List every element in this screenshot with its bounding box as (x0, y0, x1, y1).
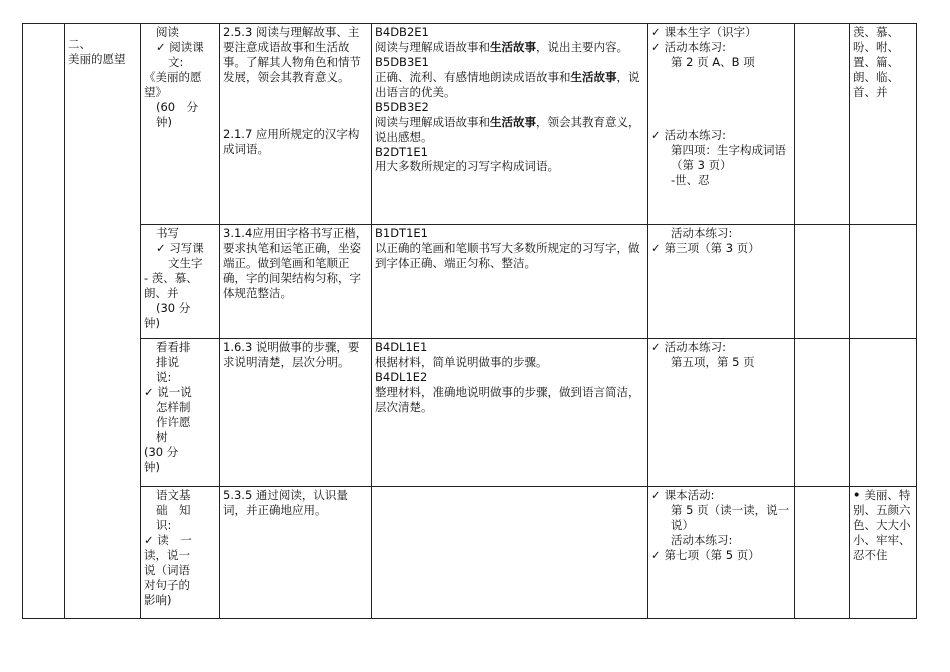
activity-item: ✓ 活动本练习: (651, 40, 791, 55)
activity-item: ✓ 活动本练习: (651, 128, 791, 143)
standard-code: 2.5.3 (223, 25, 253, 39)
skill-line: 看看排 (156, 340, 191, 354)
skill-line: ✓ 阅读课 (156, 39, 204, 54)
skill-line: ✓ 习写课 (156, 240, 204, 255)
activity-item: 第五项，第 5 页 (671, 354, 755, 369)
vocab-list: 羡、慕、吩、咐、置、篇、朗、临、首、并 (853, 25, 899, 99)
activity-item: ✓ 课本活动: (651, 488, 791, 503)
outcome-code: B5DB3E2 (375, 99, 429, 114)
notes-cell (795, 24, 850, 225)
outcome-text-part: ，说出语言的优美。 (375, 69, 640, 99)
skill-line: 文生字 (168, 255, 203, 270)
outcome-text-part: ，说出主要内容。 (536, 39, 628, 54)
notes-cell (795, 339, 850, 487)
table-row (23, 487, 917, 619)
standard-text: 说明做事的步骤，要求说明清楚，层次分明。 (223, 340, 360, 369)
outcome-code: B2DT1E1 (375, 144, 428, 159)
skill-line: 排说 (156, 354, 179, 369)
notes-cell (795, 487, 850, 619)
standard-item (223, 25, 368, 85)
standards-cell (220, 225, 372, 339)
outcome-text (375, 70, 644, 100)
outcome-text: 以正确的笔画和笔顺书写大多数所规定的习写字，做到字体正确、端正匀称、整洁。 (375, 240, 640, 270)
skill-line: 《美丽的愿 (144, 69, 202, 84)
outcome-text-part: ，领会其教育意义，说出感想。 (375, 114, 640, 144)
vocab-cell (850, 487, 917, 619)
activity-item: 第 2 页 A、B 项 (671, 54, 755, 69)
outcome-code: B1DT1E1 (375, 226, 428, 240)
notes-cell (795, 225, 850, 339)
standard-text: 阅读与理解故事、主要注意成语故事和生活故事。了解其人物角色和情节发展，领会其教育意义。 (223, 25, 361, 84)
activities-cell (648, 339, 795, 487)
vocab-cell (850, 24, 917, 225)
week-cell (23, 24, 65, 619)
outcome-text: 整理材料，准确地说明做事的步骤，做到语言简洁，层次清楚。 (375, 384, 640, 414)
skill-line: (30 分 (156, 300, 191, 315)
activity-item: ✓ 第三项（第 3 页） (651, 241, 791, 256)
standard-item (223, 127, 368, 157)
activity-item: 第四项：生字构成词语（第 3 页） (671, 142, 786, 172)
skill-cell (141, 225, 220, 339)
standard-item (223, 340, 368, 370)
standard-code: 2.1.7 (223, 126, 253, 141)
skill-line: ✓ 说一说 (144, 384, 192, 399)
standard-text: 通过阅读，认识量 词，并正确地应用。 (223, 488, 360, 517)
skill-line: 影响) (144, 592, 172, 607)
outcome-text-part: 阅读与理解成语故事和 (375, 114, 490, 129)
outcomes-cell (372, 225, 648, 339)
skill-line: 对句子的 (144, 577, 190, 592)
outcome-code: B4DL1E2 (375, 369, 428, 384)
activity-item: 活动本练习: (671, 532, 733, 547)
skill-line: (30 分 (144, 444, 179, 459)
skill-line: 阅读 (156, 25, 179, 39)
activity-item: 活动本练习: (671, 226, 733, 240)
standard-text: 应用田字格书写正楷，要求执笔和运笔正确，坐姿端正。做到笔画和笔顺正确，字的间架结构匀称，字体规范整洁。 (223, 226, 368, 300)
outcomes-cell (372, 487, 648, 619)
skill-line: 识: (156, 517, 172, 532)
skill-line: 钟) (156, 114, 172, 129)
table-row (23, 24, 917, 225)
vocab-cell (850, 225, 917, 339)
outcome-text: 用大多数所规定的习写字构成词语。 (375, 159, 559, 174)
skill-line: ✓ 读 一 (144, 532, 192, 547)
skill-cell (141, 487, 220, 619)
table-row (23, 339, 917, 487)
activity-item: ✓ 活动本练习: (651, 340, 791, 355)
skill-line: 说: (156, 369, 172, 384)
standard-item (223, 226, 368, 301)
skill-line: 钟) (144, 459, 160, 474)
skill-line: 钟) (144, 315, 160, 330)
activity-item: -世、忍 (671, 172, 710, 187)
unit-number: 二、 (68, 37, 91, 51)
standard-text: 应用所规定的汉字构成词语。 (223, 126, 360, 156)
outcomes-cell (372, 339, 648, 487)
outcome-text-bold: 生活故事 (570, 69, 617, 84)
unit-cell (65, 24, 141, 619)
standards-cell (220, 487, 372, 619)
skill-line: 朗、并 (144, 285, 179, 300)
outcome-code: B5DB3E1 (375, 54, 429, 69)
outcome-code: B4DL1E1 (375, 340, 428, 354)
outcome-text-part: 阅读与理解成语故事和 (375, 39, 490, 54)
outcome-text-bold: 生活故事 (490, 39, 536, 54)
outcomes-cell (372, 24, 648, 225)
skill-line: 书写 (156, 226, 179, 240)
activity-item: ✓ 第七项（第 5 页） (651, 548, 791, 563)
outcome-text-part: 正确、流利、有感情地朗读成语故事和 (375, 69, 571, 84)
skill-line: 望》 (144, 84, 167, 99)
standards-cell (220, 339, 372, 487)
outcome-text (375, 115, 644, 145)
activity-item: ✓ 课本生字（识字） (651, 25, 791, 40)
standard-code: 1.6.3 (223, 340, 253, 354)
skill-line: (60 分 (156, 99, 199, 114)
skill-line: 说（词语 (144, 562, 190, 577)
skill-line: 读，说一 (144, 547, 190, 562)
skill-line: 文: (168, 54, 184, 69)
standard-code: 5.3.5 (223, 488, 253, 502)
activities-cell (648, 225, 795, 339)
activity-item: 第 5 页（读一读，说一说） (671, 502, 790, 532)
outcome-text: 根据材料，简单说明做事的步骤。 (375, 354, 548, 369)
skill-line: 础 知 (156, 502, 191, 517)
activities-cell (648, 24, 795, 225)
outcome-code: B4DB2E1 (375, 25, 429, 39)
vocab-list: • 美丽、特别、五颜六色、大大小小、牢牢、忍不住 (853, 488, 913, 563)
outcome-text (375, 40, 644, 55)
skill-line: 怎样制 (156, 399, 191, 414)
skill-line: - 羡、慕、 (144, 270, 198, 285)
standard-item (223, 488, 368, 518)
skill-line: 语文基 (156, 488, 191, 502)
standard-code: 3.1.4 (223, 226, 253, 240)
lesson-plan-table (22, 23, 917, 619)
vocab-cell (850, 339, 917, 487)
standards-cell (220, 24, 372, 225)
unit-title: 美丽的愿望 (68, 51, 126, 66)
skill-cell (141, 339, 220, 487)
skill-line: 作许愿 (156, 414, 191, 429)
table-row (23, 225, 917, 339)
activities-cell (648, 487, 795, 619)
skill-line: 树 (156, 429, 168, 444)
outcome-text-bold: 生活故事 (490, 114, 536, 129)
skill-cell (141, 24, 220, 225)
